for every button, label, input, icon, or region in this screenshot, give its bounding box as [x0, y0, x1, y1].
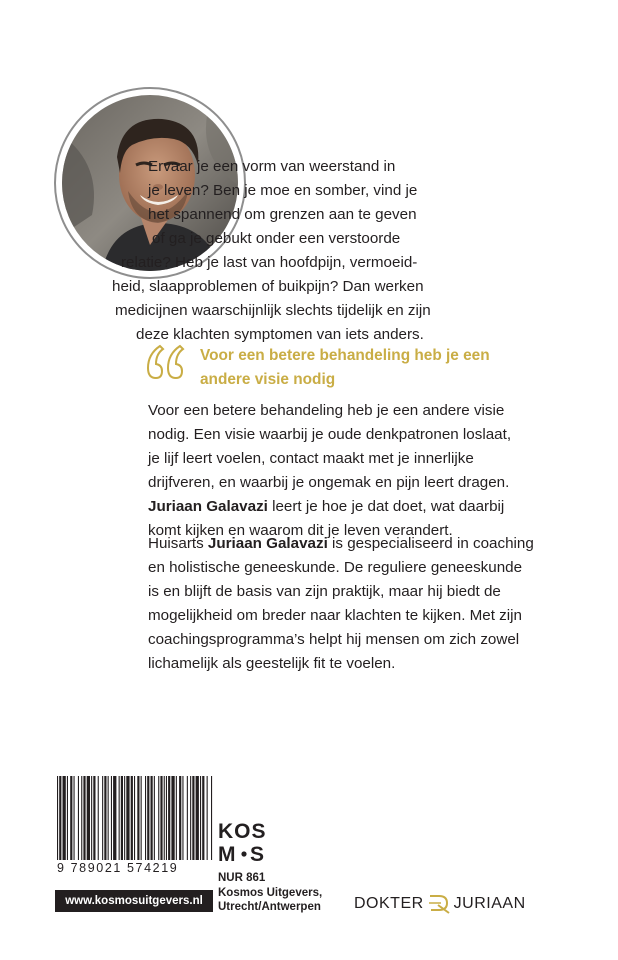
intro-line: relatie? Heb je last van hoofdpijn, vermoeid- — [121, 254, 418, 271]
barcode-bar — [145, 776, 146, 860]
barcode-bar — [121, 776, 123, 860]
brand-mark-icon — [427, 894, 451, 914]
barcode-bar — [78, 776, 79, 860]
paragraph-text: is gespecialiseerd in coaching — [327, 535, 534, 552]
intro-line: of ga je gebukt onder een verstoorde — [152, 230, 401, 247]
barcode — [55, 776, 215, 860]
barcode-bar — [126, 776, 129, 860]
paragraph-text: Huisarts — [148, 535, 208, 552]
pull-quote-line: andere visie nodig — [200, 371, 336, 388]
barcode-bar — [147, 776, 149, 860]
pull-quote-line: Voor een betere behandeling heb je een — [200, 347, 490, 364]
paragraph-line: drijfveren, en waarbij je ongemak en pijn leert dragen. — [148, 474, 510, 491]
intro-line: je leven? Ben je moe en somber, vind je — [148, 182, 418, 199]
description-paragraph — [148, 399, 568, 543]
logo-text-kos: KOS — [218, 820, 267, 843]
barcode-bar — [211, 776, 212, 860]
kosmos-logo — [218, 819, 268, 863]
pull-quote — [200, 344, 570, 392]
isbn-number: 9 789021 574219 — [57, 861, 179, 875]
barcode-bar — [119, 776, 120, 860]
intro-line: deze klachten symptomen van iets anders. — [136, 326, 424, 343]
barcode-bar — [131, 776, 133, 860]
barcode-bar — [192, 776, 194, 860]
paragraph-text: leert je hoe je dat doet, wat daarbij — [267, 498, 505, 515]
paragraph-line: Voor een betere behandeling heb je een andere visie — [148, 402, 505, 419]
barcode-bar — [124, 776, 125, 860]
author-name: Juriaan Galavazi — [207, 535, 328, 552]
paragraph-line: komt kijken en waarom dit je leven verandert. — [148, 522, 453, 539]
publisher-name: Kosmos Uitgevers, — [218, 886, 323, 899]
intro-line: het spannend om grenzen aan te geven — [148, 206, 417, 223]
barcode-bar — [196, 776, 199, 860]
barcode-bar — [91, 776, 92, 860]
barcode-bar — [171, 776, 174, 860]
barcode-bar — [137, 776, 139, 860]
barcode-bar — [134, 776, 135, 860]
paragraph-line: je lijf leert voelen, contact maakt met je innerlijke — [148, 450, 474, 467]
barcode-bar — [113, 776, 116, 860]
barcode-bar — [158, 776, 159, 860]
barcode-bar — [168, 776, 170, 860]
barcode-bar — [102, 776, 103, 860]
paragraph-line: en holistische geneeskunde. De reguliere geneeskunde — [148, 559, 523, 576]
barcode-bar — [151, 776, 153, 860]
barcode-bar — [200, 776, 201, 860]
barcode-bar — [164, 776, 165, 860]
barcode-bar — [190, 776, 191, 860]
barcode-bar — [154, 776, 155, 860]
paragraph-line: coachingsprogramma’s helpt hij mensen om zich zowel — [148, 631, 520, 648]
paragraph-line — [148, 495, 568, 519]
paragraph-line: nodig. Een visie waarbij je oude denkpatronen loslaat, — [148, 426, 512, 443]
paragraph-line — [148, 532, 568, 556]
barcode-bar — [83, 776, 85, 860]
barcode-bar — [67, 776, 68, 860]
barcode-bar — [104, 776, 106, 860]
barcode-bar — [141, 776, 142, 860]
barcode-bar — [108, 776, 109, 860]
publisher-info — [218, 871, 322, 915]
logo-text-s: S — [250, 843, 265, 863]
barcode-bar — [111, 776, 112, 860]
intro-line: Ervaar je een vorm van weerstand in — [148, 158, 396, 175]
nur-code: NUR 861 — [218, 872, 266, 884]
author-bio — [148, 532, 568, 676]
barcode-bar — [166, 776, 167, 860]
barcode-bar — [187, 776, 188, 860]
publisher-city: Utrecht/Antwerpen — [218, 901, 321, 913]
barcode-bar — [160, 776, 162, 860]
logo-dot-icon — [241, 851, 246, 856]
barcode-bar — [57, 776, 58, 860]
paragraph-line: is en blijft de basis van zijn praktijk, maar hij biedt de — [148, 583, 501, 600]
barcode-bar — [93, 776, 95, 860]
logo-text-m: M — [218, 843, 236, 863]
barcode-bar — [87, 776, 90, 860]
dokter-juriaan-logo — [354, 893, 526, 915]
barcode-bar — [70, 776, 72, 860]
author-name: Juriaan Galavazi — [148, 498, 268, 515]
barcode-bar — [74, 776, 75, 860]
barcode-bar — [207, 776, 208, 860]
barcode-bar — [179, 776, 181, 860]
quote-mark-icon — [146, 340, 186, 384]
barcode-bar — [98, 776, 99, 860]
barcode-bar — [81, 776, 82, 860]
intro-line: medicijnen waarschijnlijk slechts tijdelijk en zijn — [115, 302, 431, 319]
intro-line: heid, slaapproblemen of buikpijn? Dan werken — [112, 278, 424, 295]
barcode-bar — [59, 776, 61, 860]
barcode-bar — [202, 776, 204, 860]
barcode-bar — [176, 776, 177, 860]
paragraph-line: lichamelijk als geestelijk fit te voelen. — [148, 655, 396, 672]
barcode-bar — [182, 776, 183, 860]
brand-right: JURIAAN — [453, 895, 526, 912]
intro-text — [112, 155, 548, 347]
brand-left: DOKTER — [354, 895, 424, 912]
publisher-website: www.kosmosuitgevers.nl — [55, 890, 213, 912]
paragraph-line: mogelijkheid om breder naar klachten te kijken. Met zijn — [148, 607, 522, 624]
barcode-bar — [63, 776, 66, 860]
